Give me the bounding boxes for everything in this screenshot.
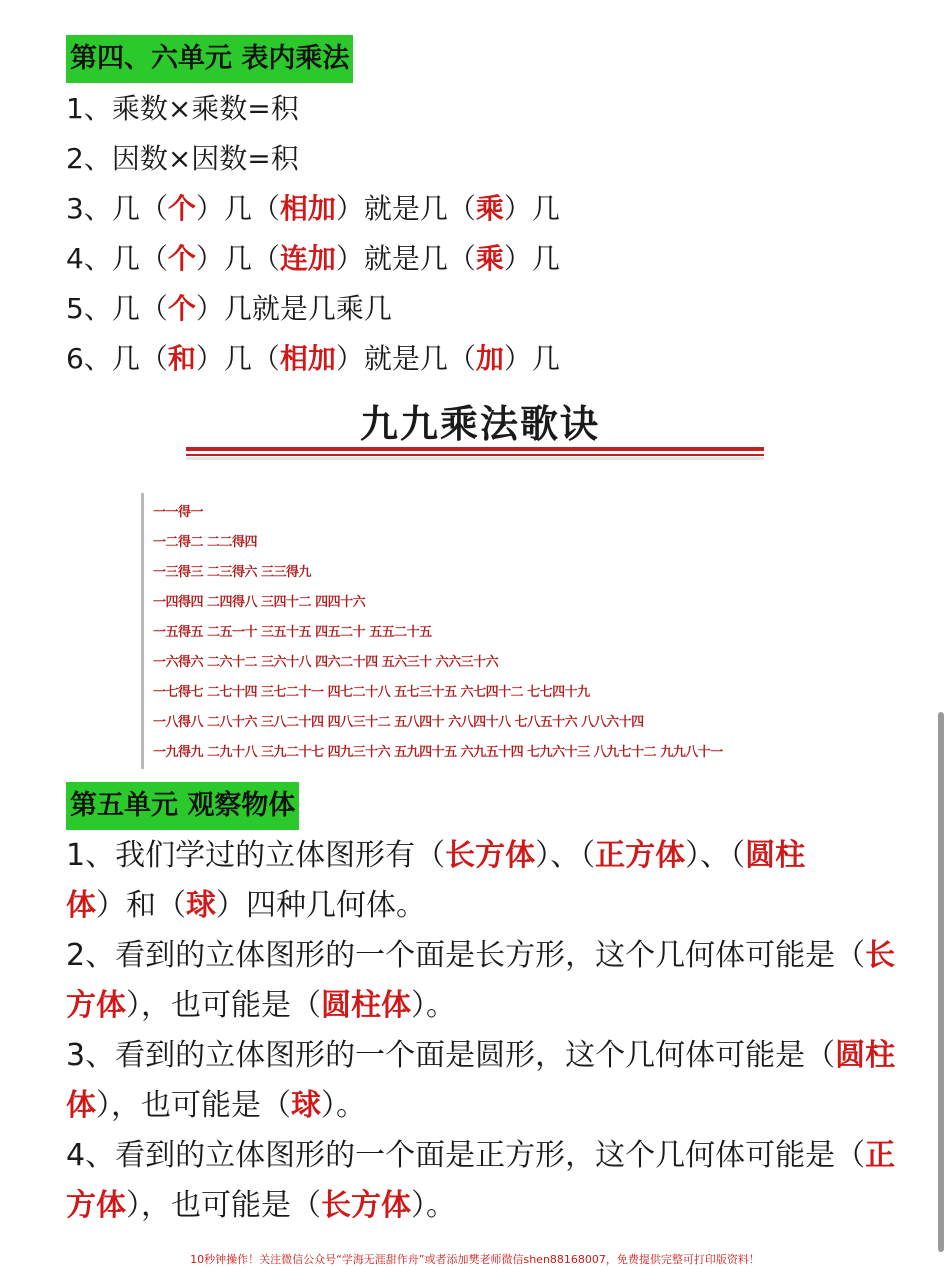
question-text: ）和（ — [96, 888, 186, 923]
question-3-line-1 — [66, 1031, 895, 1081]
item-text: ）几（ — [195, 242, 280, 275]
item-text: 几（ — [111, 342, 168, 375]
answer-text: 和 — [167, 342, 196, 375]
item-text: ）就是几（ — [335, 242, 476, 275]
question-text: ），也可能是（ — [126, 1188, 321, 1223]
item-text: ）几（ — [195, 342, 280, 375]
answer-text: 长方体 — [321, 1188, 411, 1223]
rule-line-2 — [66, 134, 299, 184]
item-text: 乘数×乘数=积 — [111, 92, 299, 125]
question-3-line-2 — [66, 1081, 366, 1131]
question-text: 4、看到的立体图形的一个面是正方形，这个几何体可能是（ — [66, 1138, 866, 1173]
answer-text: 连加 — [279, 242, 336, 275]
answer-text: 相加 — [279, 342, 336, 375]
answer-text: 正 — [865, 1138, 896, 1173]
answer-text: 长方体 — [445, 838, 536, 873]
table-row: 一三得三 二三得六 三三得九 — [153, 565, 312, 580]
item-text: ）就是几（ — [335, 342, 476, 375]
question-4-line-2 — [66, 1181, 456, 1231]
item-text: 几（ — [111, 292, 168, 325]
answer-text: 球 — [186, 888, 216, 923]
answer-text: 乘 — [475, 242, 504, 275]
answer-text: 圆柱 — [745, 838, 806, 873]
answer-text: 加 — [475, 342, 504, 375]
question-2-line-2 — [66, 981, 456, 1031]
section-title-multiplication: 第四、六单元 表内乘法 — [66, 35, 353, 83]
question-4-line-1 — [66, 1131, 895, 1181]
answer-text: 圆柱 — [835, 1038, 896, 1073]
item-number: 4、 — [66, 242, 112, 275]
answer-text: 圆柱体 — [321, 988, 411, 1023]
question-text: ）。 — [411, 988, 456, 1023]
item-number: 2、 — [66, 142, 112, 175]
question-text: ）。 — [321, 1088, 366, 1123]
table-row: 一四得四 二四得八 三四十二 四四十六 — [153, 595, 366, 610]
rule-line-6 — [66, 334, 560, 384]
answer-text: 乘 — [475, 192, 504, 225]
answer-text: 个 — [167, 242, 196, 275]
question-text: 3、看到的立体图形的一个面是圆形，这个几何体可能是（ — [66, 1038, 836, 1073]
table-row: 一九得九 二九十八 三九二十七 四九三十六 五九四十五 六九五十四 七九六十三 八九七十二 九九八十一 — [153, 745, 723, 760]
rule-line-1 — [66, 84, 299, 134]
answer-text: 方体 — [66, 1188, 126, 1223]
item-text: ）就是几（ — [335, 192, 476, 225]
item-number: 6、 — [66, 342, 112, 375]
question-text: ）、（ — [685, 838, 746, 873]
title-underline — [186, 447, 764, 451]
footer-notice: 10秒钟操作！关注微信公众号“学海无涯甜作舟”或者添加樊老师微信shen88168007，免费提供完整可打印版资料！ — [190, 1253, 760, 1266]
answer-text: 方体 — [66, 988, 126, 1023]
table-left-rule — [141, 493, 144, 769]
item-text: 几（ — [111, 192, 168, 225]
item-text: ）几 — [503, 342, 560, 375]
answer-text: 体 — [66, 1088, 96, 1123]
answer-text: 体 — [66, 888, 96, 923]
title-underline-thin — [186, 454, 764, 456]
item-number: 1、 — [66, 92, 112, 125]
table-row: 一五得五 二五一十 三五十五 四五二十 五五二十五 — [153, 625, 432, 640]
item-text: ）几 — [503, 192, 560, 225]
title-underline-shadow — [186, 457, 764, 460]
item-text: 几（ — [111, 242, 168, 275]
scrollbar[interactable] — [938, 712, 944, 1252]
item-text: ）几（ — [195, 192, 280, 225]
question-text: ）。 — [411, 1188, 456, 1223]
question-text: ）四种几何体。 — [216, 888, 426, 923]
item-text: 因数×因数=积 — [111, 142, 299, 175]
answer-text: 个 — [167, 292, 196, 325]
rule-line-4 — [66, 234, 560, 284]
answer-text: 相加 — [279, 192, 336, 225]
item-number: 5、 — [66, 292, 112, 325]
answer-text: 球 — [291, 1088, 321, 1123]
table-row: 一二得二 二二得四 — [153, 535, 258, 550]
answer-text: 长 — [865, 938, 896, 973]
question-text: 2、看到的立体图形的一个面是长方形，这个几何体可能是（ — [66, 938, 866, 973]
question-1-line-1 — [66, 831, 805, 881]
item-text: ）几就是几乘几 — [195, 292, 392, 325]
table-row: 一八得八 二八十六 三八二十四 四八三十二 五八四十 六八四十八 七八五十六 八八六十四 — [153, 715, 644, 730]
question-text: ），也可能是（ — [96, 1088, 291, 1123]
item-number: 3、 — [66, 192, 112, 225]
item-text: ）几 — [503, 242, 560, 275]
answer-text: 正方体 — [595, 838, 686, 873]
table-row: 一六得六 二六十二 三六十八 四六二十四 五六三十 六六三十六 — [153, 655, 499, 670]
question-text: ）、（ — [535, 838, 596, 873]
multiplication-table-title: 九九乘法歌诀 — [360, 401, 601, 446]
table-row: 一七得七 二七十四 三七二十一 四七二十八 五七三十五 六七四十二 七七四十九 — [153, 685, 590, 700]
answer-text: 个 — [167, 192, 196, 225]
rule-line-5 — [66, 284, 392, 334]
table-row: 一一得一 — [153, 505, 204, 520]
section-title-observing-objects: 第五单元 观察物体 — [66, 782, 299, 830]
question-1-line-2 — [66, 881, 426, 931]
question-2-line-1 — [66, 931, 895, 981]
rule-line-3 — [66, 184, 560, 234]
question-text: 1、我们学过的立体图形有（ — [66, 838, 446, 873]
question-text: ），也可能是（ — [126, 988, 321, 1023]
